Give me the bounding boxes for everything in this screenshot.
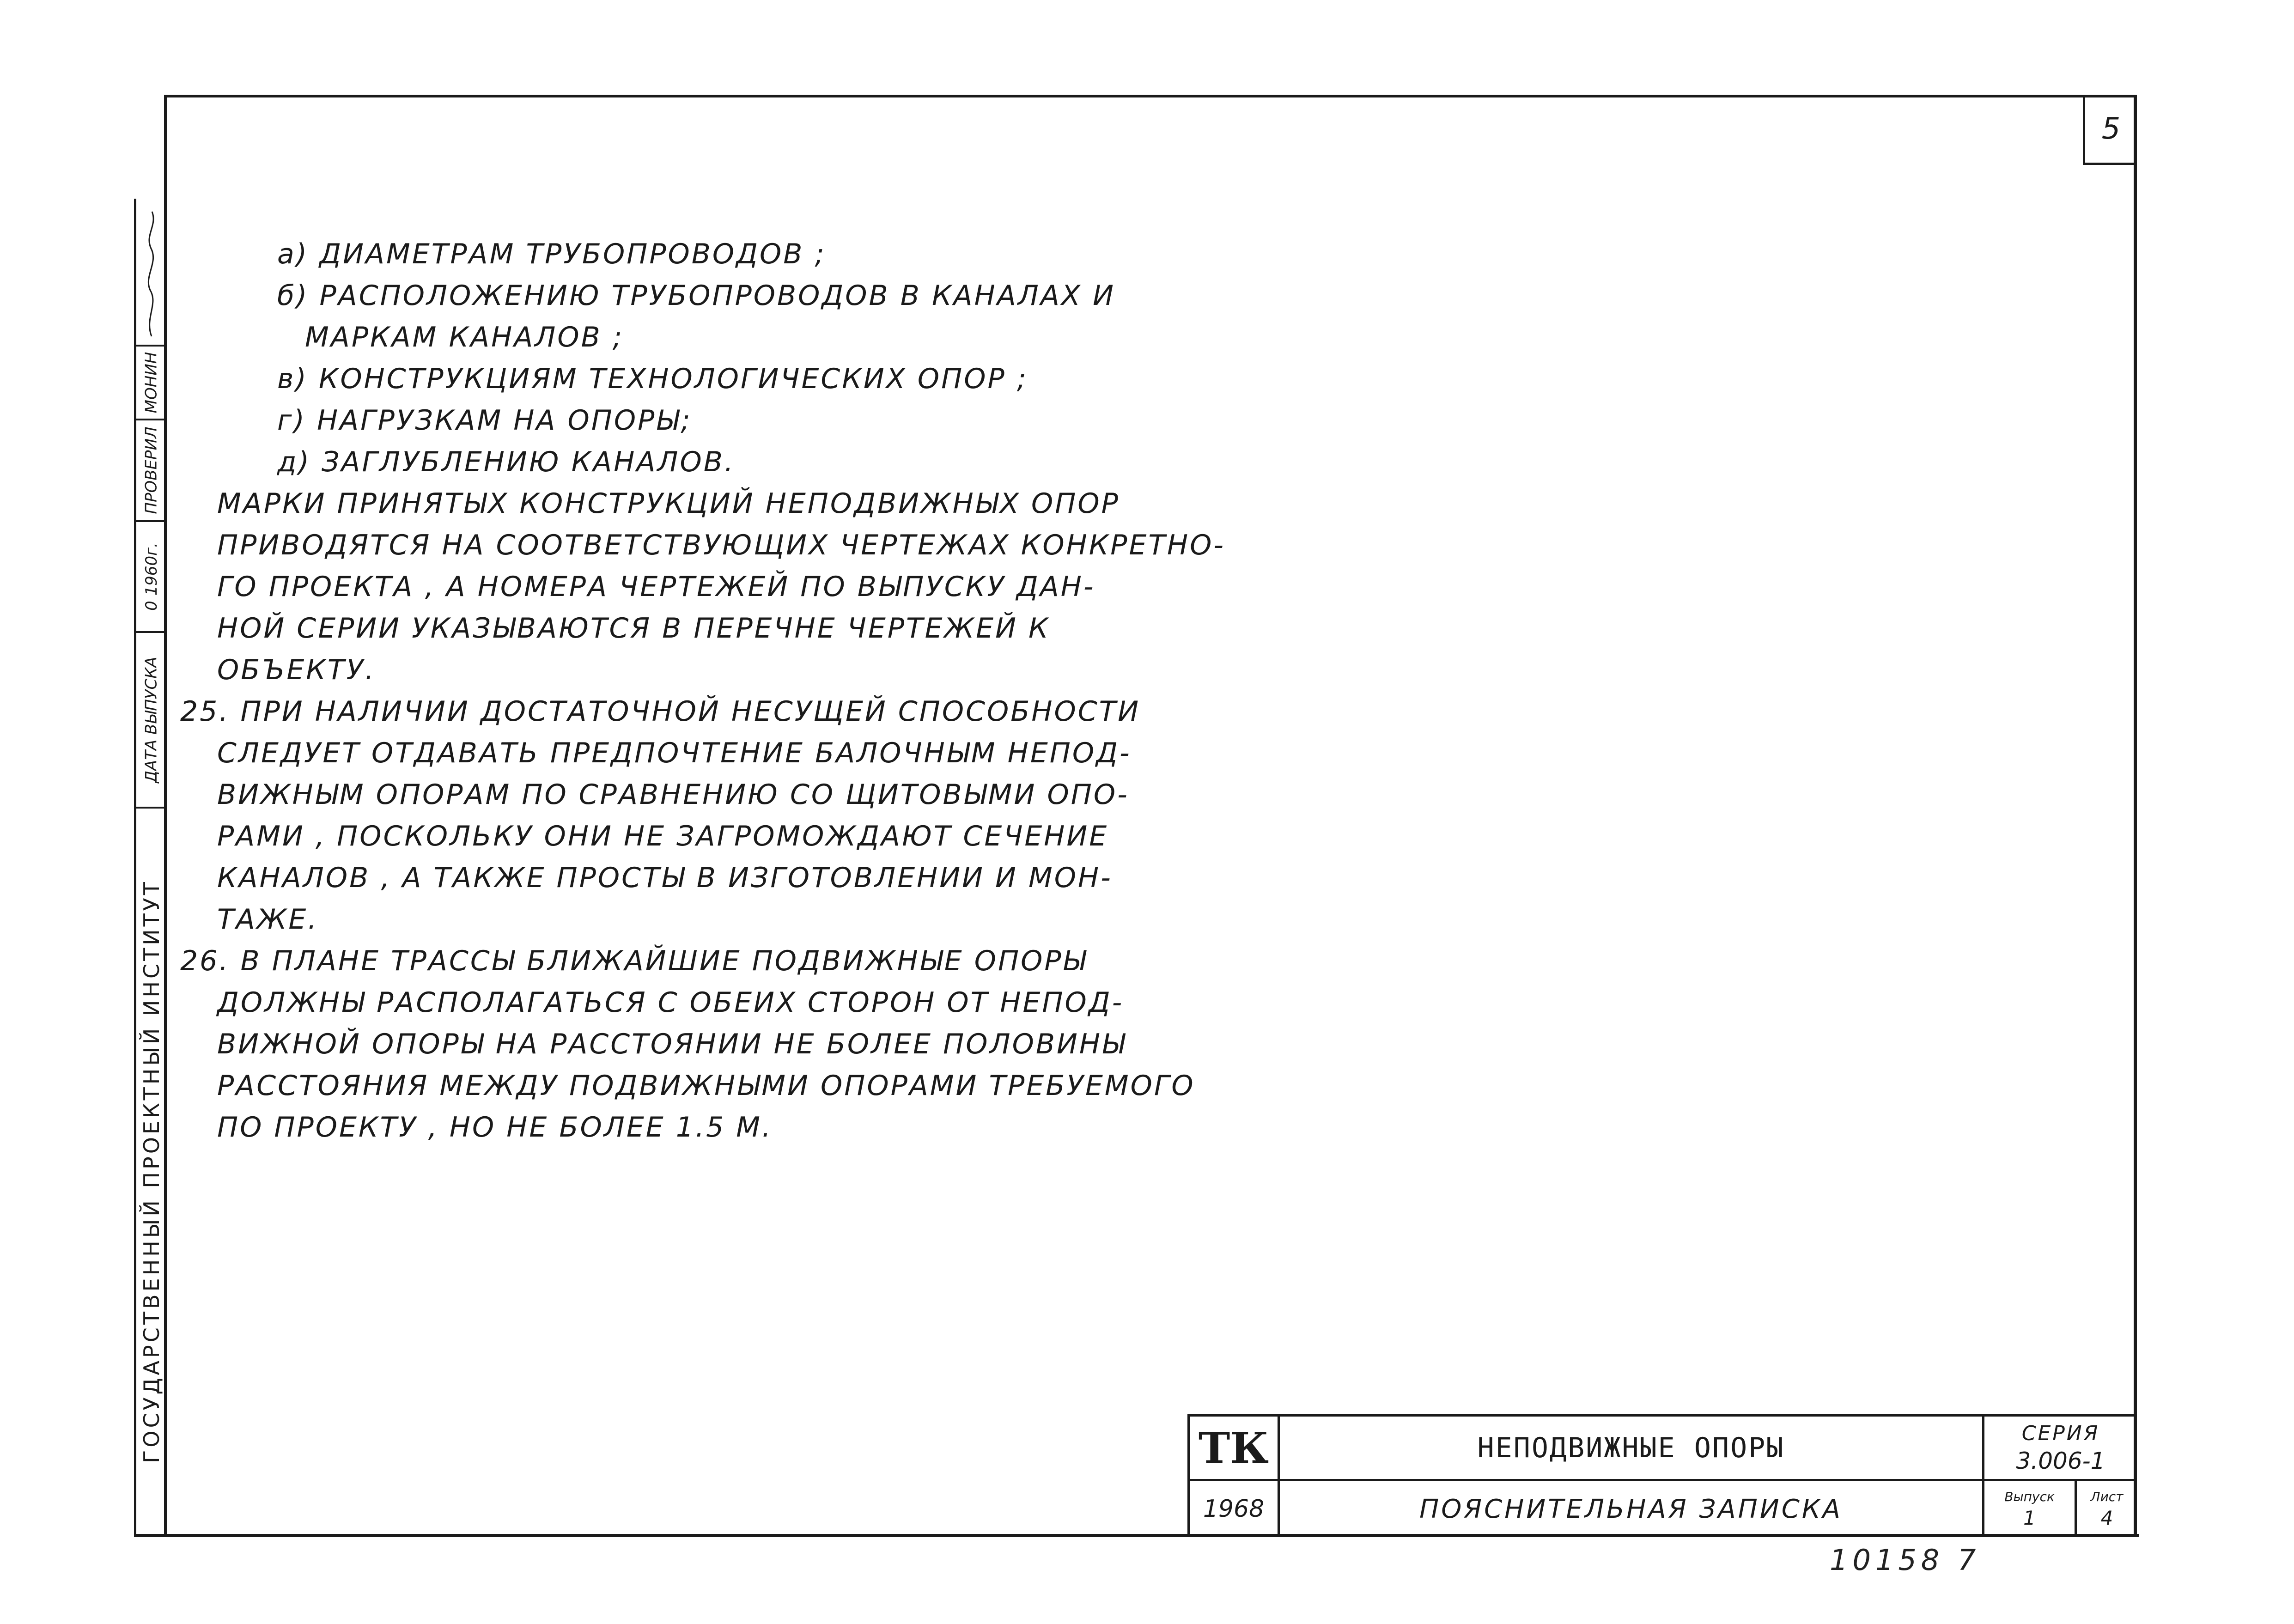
text-line: ВИЖНЫМ ОПОРАМ ПО СРАВНЕНИЮ СО ЩИТОВЫМИ ОПО- (217, 779, 1129, 811)
text-line: ОБЪЕКТУ. (217, 654, 376, 686)
date-label-cell (136, 633, 166, 809)
text-line: МАРКИ ПРИНЯТЫХ КОНСТРУКЦИЙ НЕПОДВИЖНЫХ ОПОР (217, 487, 1120, 520)
text-line: ТАЖЕ. (217, 903, 319, 936)
year: 1968 (1187, 1481, 1280, 1537)
text-line: в) КОНСТРУКЦИЯМ ТЕХНОЛОГИЧЕСКИХ ОПОР ; (277, 363, 1028, 395)
issue-value: 1 (2023, 1507, 2036, 1529)
sheet-cell (2075, 1481, 2137, 1537)
text-line: б) РАСПОЛОЖЕНИЮ ТРУБОПРОВОДОВ В КАНАЛАХ И (277, 280, 1115, 312)
text-line: ПО ПРОЕКТУ , НО НЕ БОЛЕЕ 1.5 М. (217, 1111, 773, 1143)
text-line: 25. ПРИ НАЛИЧИИ ДОСТАТОЧНОЙ НЕСУЩЕЙ СПОСОБНОСТИ (180, 695, 1141, 728)
checked-name-cell (136, 347, 166, 420)
text-line: г) НАГРУЗКАМ НА ОПОРЫ; (277, 404, 692, 437)
drawing-subtitle: ПОЯСНИТЕЛЬНАЯ ЗАПИСКА (1419, 1494, 1843, 1524)
issue-label: Выпуск (2004, 1489, 2055, 1504)
title-block (1187, 1414, 2137, 1534)
checked-label-cell (136, 420, 166, 522)
signature-icon (140, 199, 163, 346)
date-value: 0 1960г. (142, 542, 161, 611)
text-line: д) ЗАГЛУБЛЕНИЮ КАНАЛОВ. (277, 446, 736, 478)
text-line: КАНАЛОВ , А ТАКЖЕ ПРОСТЫ В ИЗГОТОВЛЕНИИ И МОН- (217, 862, 1113, 894)
series-cell (1982, 1417, 2137, 1481)
text-line: ГО ПРОЕКТА , А НОМЕРА ЧЕРТЕЖЕЙ ПО ВЫПУСКУ ДАН- (217, 571, 1095, 603)
text-line: 26. В ПЛАНЕ ТРАССЫ БЛИЖАЙШИЕ ПОДВИЖНЫЕ ОПОРЫ (180, 945, 1088, 977)
checked-name: МОНИН (142, 352, 161, 414)
text-line: ПРИВОДЯТСЯ НА СООТВЕТСТВУЮЩИХ ЧЕРТЕЖАХ КОНКРЕТНО- (217, 529, 1226, 561)
org-cell (136, 809, 166, 1534)
sheet-label: Лист (2090, 1489, 2124, 1504)
text-line: а) ДИАМЕТРАМ ТРУБОПРОВОДОВ ; (277, 238, 826, 270)
date-value-cell (136, 522, 166, 633)
left-margin-stamp (134, 199, 164, 1534)
drawing-title: НЕПОДВИЖНЫЕ ОПОРЫ (1280, 1417, 1982, 1481)
text-line: ДОЛЖНЫ РАСПОЛАГАТЬСЯ С ОБЕИХ СТОРОН ОТ НЕПОД- (217, 986, 1124, 1019)
issue-cell (1982, 1481, 2075, 1537)
archive-number: 10158 7 (1830, 1543, 1981, 1577)
org-text: ГОСУДАРСТВЕННЫЙ ПРОЕКТНЫЙ ИНСТИТУТ (139, 879, 164, 1463)
explanatory-text (171, 233, 1234, 1148)
text-line: РАМИ , ПОСКОЛЬКУ ОНИ НЕ ЗАГРОМОЖДАЮТ СЕЧЕНИЕ (217, 820, 1109, 852)
text-line: ВИЖНОЙ ОПОРЫ НА РАССТОЯНИИ НЕ БОЛЕЕ ПОЛОВИНЫ (217, 1028, 1127, 1060)
signature-cell (136, 199, 166, 347)
text-line: НОЙ СЕРИИ УКАЗЫВАЮТСЯ В ПЕРЕЧНЕ ЧЕРТЕЖЕЙ К (217, 612, 1050, 645)
text-line: МАРКАМ КАНАЛОВ ; (305, 321, 624, 353)
text-line: РАССТОЯНИЯ МЕЖДУ ПОДВИЖНЫМИ ОПОРАМИ ТРЕБУЕМОГО (217, 1070, 1195, 1102)
series-value: 3.006-1 (2016, 1447, 2105, 1474)
logo: ТК (1187, 1417, 1280, 1481)
sheet-number: 5 (2083, 95, 2137, 165)
series-label: СЕРИЯ (2021, 1421, 2100, 1445)
checked-label: ПРОВЕРИЛ (142, 426, 161, 514)
text-line: СЛЕДУЕТ ОТДАВАТЬ ПРЕДПОЧТЕНИЕ БАЛОЧНЫМ НЕПОД- (217, 737, 1132, 769)
sheet-value: 4 (2100, 1507, 2113, 1529)
date-label: ДАТА ВЫПУСКА (142, 657, 161, 783)
